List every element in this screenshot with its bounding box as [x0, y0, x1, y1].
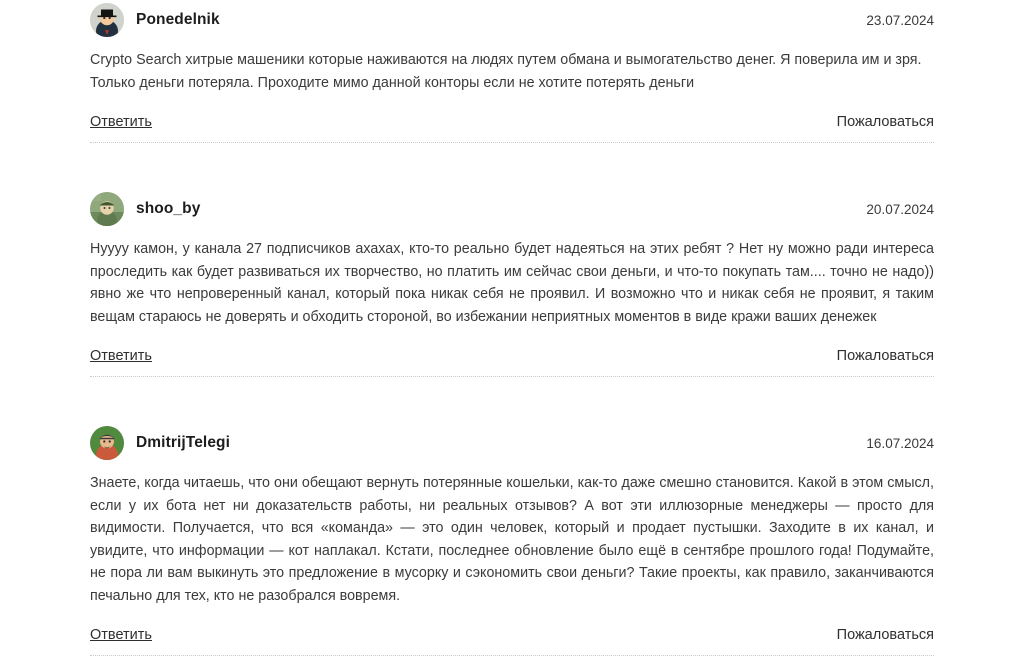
avatar-icon	[90, 426, 124, 460]
comment-text: Знаете, когда читаешь, что они обещают вернуть потерянные кошельки, как-то даже смешно становится. Какой в этом смысл, если у их бота нет ни доказательств работы, ни реальных отзывов? А вот эти иллюзорные менеджеры — просто для видимости. Получается, что вся «команда» — это один человек, который и продает пустышки. Заходите в их канал, и увидите, что информации — кот наплакал. Кстати, последнее обновление было ещё в сентябре прошлого года! Подумайте, не пора ли вам выкинуть это предложение в мусорку и сэкономить свои деньги? Такие проекты, как правило, заканчиваются печально для тех, кто не разобрался вовремя.	[90, 475, 934, 604]
comment-author: Ponedelnik	[136, 11, 220, 28]
comment-header	[90, 0, 934, 40]
comment-date: 20.07.2024	[866, 201, 934, 217]
complain-button[interactable]: Пожаловаться	[836, 627, 934, 643]
comment-identity	[90, 192, 200, 226]
comment-item	[0, 189, 1024, 423]
comment-item	[0, 423, 1024, 656]
comment-actions	[90, 348, 934, 376]
comment-date: 23.07.2024	[866, 12, 934, 28]
comment-date: 16.07.2024	[866, 435, 934, 451]
comment-identity	[90, 3, 220, 37]
comment-identity	[90, 426, 230, 460]
comment-author: shoo_by	[136, 200, 201, 217]
complain-button[interactable]: Пожаловаться	[836, 114, 934, 130]
comment-author: DmitrijTelegi	[136, 434, 231, 451]
comment-header	[90, 423, 934, 463]
comment-text: Crypto Search хитрые машеники которые наживаются на людях путем обмана и вымогательство денег. Я поверила им и зря. Только деньги потеряла. Проходите мимо данной конторы если не хотите потерять деньги	[90, 52, 922, 91]
comment-text: Нуууу камон, у канала 27 подписчиков ахахах, кто-то реально будет надеяться на этих ребят ? Нет ну можно ради интереса проследить как будет развиваться их творчество, но платить им сейчас свои деньги, и что-то покупать там.... точно не надо)) явно же что непроверенный канал, который пока никак себя не проявил. И возможно что и никак себя не проявит, я таким вещам стараюсь не доверять и обходить стороной, во избежании неприятных моментов в виде кражи ваших денежек	[90, 241, 934, 325]
avatar-icon	[90, 192, 124, 226]
avatar-icon	[90, 3, 124, 37]
reply-button[interactable]: Ответить	[90, 114, 152, 130]
reply-button[interactable]: Ответить	[90, 627, 152, 643]
comment-header	[90, 189, 934, 229]
comment-actions	[90, 114, 934, 142]
comment-divider	[90, 655, 934, 656]
complain-button[interactable]: Пожаловаться	[836, 348, 934, 364]
reply-button[interactable]: Ответить	[90, 348, 152, 364]
comment-actions	[90, 627, 934, 655]
comment-item	[0, 0, 1024, 189]
